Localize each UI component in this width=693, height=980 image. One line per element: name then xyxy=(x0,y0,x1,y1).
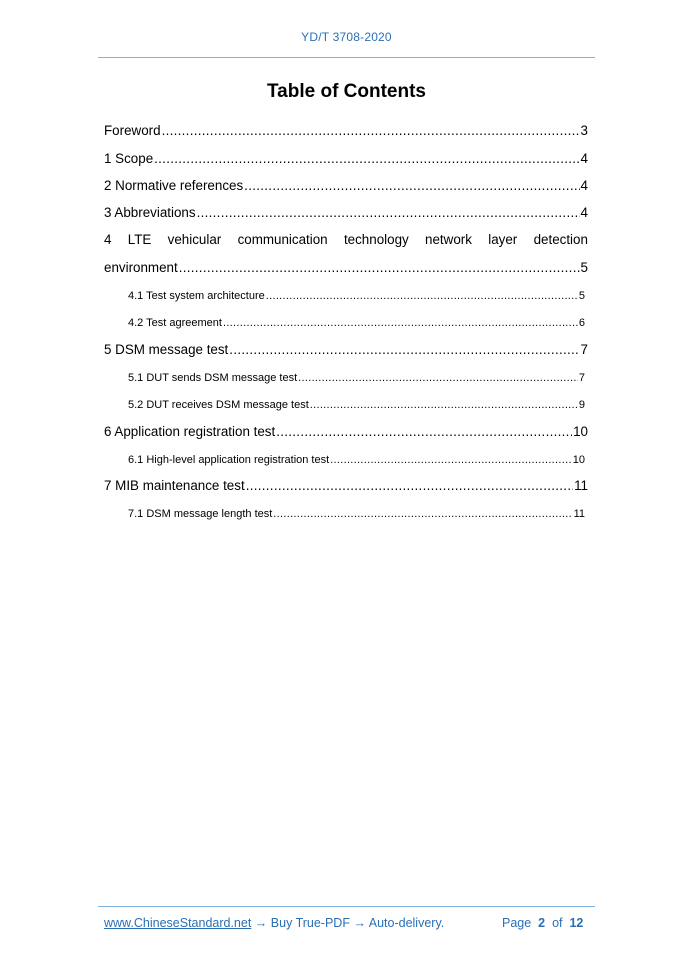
toc-entry-5-2[interactable] xyxy=(104,384,588,411)
toc-leader xyxy=(197,205,580,220)
toc-leader xyxy=(266,290,578,302)
toc-page-number: 5 xyxy=(580,259,588,275)
toc-label: 5 DSM message test xyxy=(104,341,229,357)
page-title: Table of Contents xyxy=(266,81,427,102)
toc-entry-4-1[interactable] xyxy=(104,275,588,302)
toc-label: 6 Application registration test xyxy=(104,423,276,439)
toc-leader xyxy=(162,123,580,138)
toc-entry-7-1[interactable] xyxy=(104,493,588,520)
toc-page-number: 4 xyxy=(580,150,588,166)
toc-label: 6.1 High-level application registration test xyxy=(128,453,330,466)
of-word: of xyxy=(552,916,563,930)
arrow-right-icon: → xyxy=(353,916,366,930)
toc-page-number: 6 xyxy=(578,317,585,330)
current-page-number: 2 xyxy=(538,916,546,930)
toc-label: 3 Abbreviations xyxy=(104,205,196,221)
toc-label: 7 MIB maintenance test xyxy=(104,478,245,494)
toc-page-number: 7 xyxy=(580,341,588,357)
toc-word: detection xyxy=(533,232,588,248)
toc-word: communication xyxy=(237,232,328,248)
toc-page-number: 4 xyxy=(580,177,588,193)
toc-label: 4.1 Test system architecture xyxy=(128,290,265,303)
toc-page-number: 3 xyxy=(580,123,588,139)
total-page-count: 12 xyxy=(569,916,584,930)
toc-page-number: 4 xyxy=(580,205,588,221)
toc-label-second-line xyxy=(104,247,588,274)
toc-leader xyxy=(246,478,573,493)
toc-page-number: 11 xyxy=(573,508,585,521)
toc-page-number: 10 xyxy=(572,453,585,466)
toc-leader xyxy=(229,342,579,357)
footer-buy-text: Buy True-PDF xyxy=(270,916,350,930)
toc-leader xyxy=(330,454,572,466)
toc-page-number: 5 xyxy=(578,290,585,303)
toc-entry-scope[interactable] xyxy=(104,138,588,165)
toc-leader xyxy=(310,399,578,411)
toc-leader xyxy=(244,178,579,193)
toc-leader xyxy=(154,151,579,166)
toc-leader xyxy=(276,424,572,439)
arrow-right-icon: → xyxy=(254,916,268,930)
toc-label: 1 Scope xyxy=(104,150,154,166)
table-of-contents xyxy=(104,111,588,520)
toc-label: 7.1 DSM message length test xyxy=(128,508,273,521)
toc-leader xyxy=(179,260,580,275)
toc-leader xyxy=(298,372,578,384)
toc-label: 5.2 DUT receives DSM message test xyxy=(128,399,309,412)
page-indicator xyxy=(502,916,583,930)
toc-word: 4 xyxy=(104,232,112,248)
toc-entry-5-1[interactable] xyxy=(104,357,588,384)
toc-page-number: 10 xyxy=(573,423,588,439)
footer-website-link[interactable]: www.ChineseStandard.net xyxy=(104,916,252,930)
toc-label: 5.1 DUT sends DSM message test xyxy=(128,371,298,384)
toc-entry-6-1[interactable] xyxy=(104,439,588,466)
toc-label-first-line xyxy=(104,220,588,247)
toc-entry-dsm-message-test[interactable] xyxy=(104,329,588,356)
toc-label: 4.2 Test agreement xyxy=(128,317,222,330)
toc-page-number: 7 xyxy=(578,371,585,384)
toc-word: vehicular xyxy=(167,232,222,248)
footer-delivery-text: Auto-delivery. xyxy=(368,916,445,930)
toc-entry-normative-references[interactable] xyxy=(104,166,588,193)
toc-entry-abbreviations[interactable] xyxy=(104,193,588,220)
header-divider xyxy=(98,57,595,58)
header-doc-id: YD/T 3708-2020 xyxy=(301,30,392,44)
footer-promo xyxy=(104,916,444,930)
toc-word: network xyxy=(425,232,472,248)
toc-label: Foreword xyxy=(104,123,161,139)
toc-label: environment xyxy=(104,259,178,275)
toc-word: technology xyxy=(343,232,409,248)
toc-word: layer xyxy=(488,232,518,248)
toc-entry-application-registration-test[interactable] xyxy=(104,411,588,438)
toc-entry-mib-maintenance-test[interactable] xyxy=(104,466,588,493)
toc-word: LTE xyxy=(127,232,152,248)
toc-leader xyxy=(223,317,578,329)
toc-entry-4-2[interactable] xyxy=(104,302,588,329)
footer-divider xyxy=(98,906,595,907)
toc-entry-foreword[interactable] xyxy=(104,111,588,138)
toc-label: 2 Normative references xyxy=(104,177,244,193)
toc-entry-lte-environment[interactable] xyxy=(104,220,588,275)
toc-page-number: 9 xyxy=(578,399,585,412)
page-word: Page xyxy=(502,916,532,930)
toc-page-number: 11 xyxy=(574,478,588,494)
toc-leader xyxy=(273,508,572,520)
